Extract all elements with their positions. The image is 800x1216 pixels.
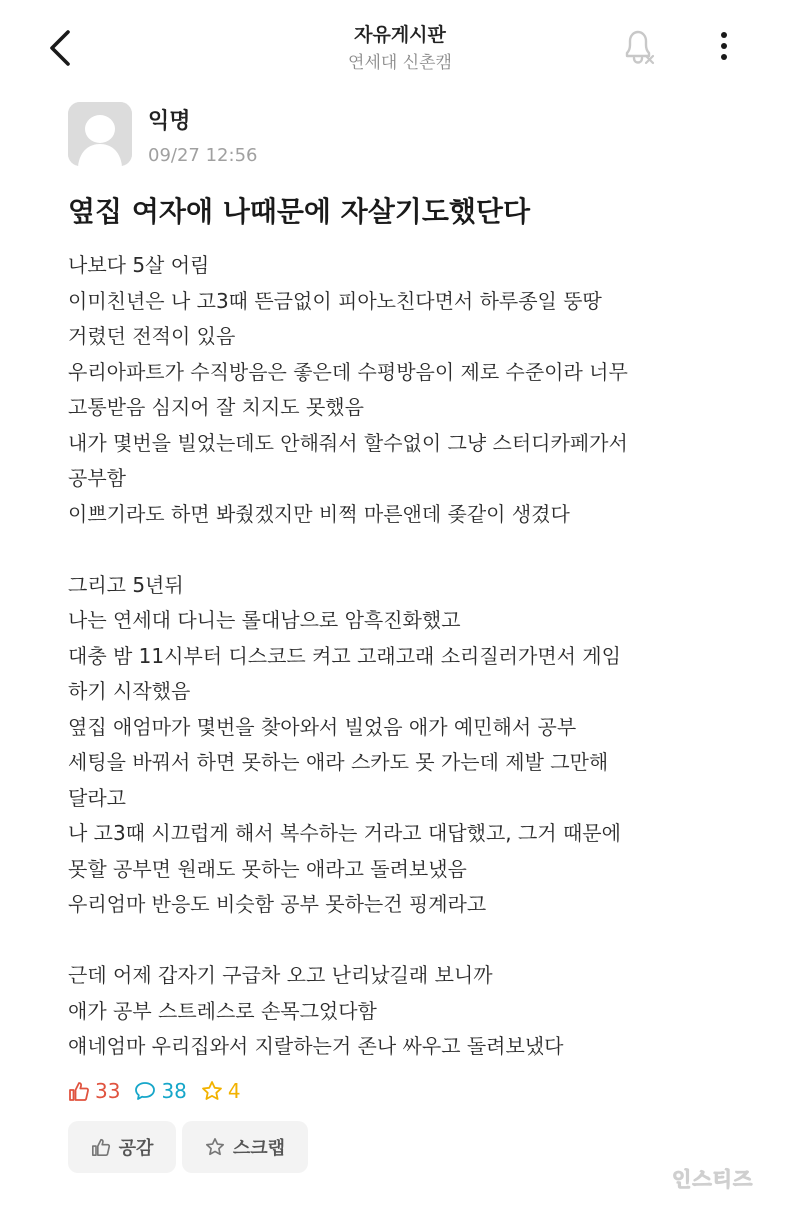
body-line: 거렸던 전적이 있음 [68, 324, 236, 348]
thumbs-up-icon [68, 1080, 90, 1102]
post-title: 옆집 여자애 나때문에 자살기도했단다 [68, 195, 531, 228]
body-line: 이미친년은 나 고3때 뜬금없이 피아노친다면서 하루종일 뚱땅 [68, 288, 602, 313]
body-line: 고통받음 심지어 잘 치지도 못했음 [68, 395, 364, 419]
top-app-bar [0, 0, 800, 92]
star-icon [201, 1080, 223, 1102]
like-button-label: 공감 [118, 1138, 154, 1159]
author-name: 익명 [148, 109, 191, 134]
post-body [68, 248, 778, 1065]
body-blank-line [68, 923, 778, 959]
body-line: 내가 몇번을 빌었는데도 안해줘서 할수없이 그냥 스터디카페가서 [68, 430, 628, 455]
scrap-button[interactable] [182, 1121, 308, 1173]
comment-count-value: 38 [161, 1079, 187, 1103]
thumbs-up-icon [91, 1137, 111, 1157]
body-line: 근데 어제 갑자기 구급차 오고 난리났길래 보니까 [68, 963, 493, 987]
scrap-count-value: 4 [227, 1079, 241, 1103]
watermark: 인스티즈 [672, 1167, 754, 1191]
like-count-value: 33 [95, 1079, 121, 1103]
comment-count [134, 1079, 186, 1103]
post-timestamp: 09/27 12:56 [148, 145, 258, 166]
body-line: 하기 시작했음 [68, 679, 191, 703]
post-stats [68, 1077, 255, 1105]
body-line: 못할 공부면 원래도 못하는 애라고 돌려보냈음 [68, 856, 467, 881]
author-avatar [68, 102, 132, 166]
body-line: 나는 연세대 다니는 롤대남으로 암흑진화했고 [68, 608, 461, 632]
default-profile-icon [68, 102, 132, 166]
body-line: 얘네엄마 우리집와서 지랄하는거 존나 싸우고 돌려보냈다 [68, 1034, 564, 1058]
body-line: 그리고 5년뒤 [68, 572, 184, 597]
body-line: 이쁘기라도 하면 봐줬겠지만 비쩍 마른앤데 좆같이 생겼다 [68, 501, 570, 526]
bell-off-icon [616, 24, 660, 68]
body-line: 우리아파트가 수직방음은 좋은데 수평방음이 제로 수준이라 너무 [68, 359, 628, 384]
like-button[interactable] [68, 1121, 176, 1173]
board-campus: 연세대 신촌캠 [348, 53, 452, 73]
body-line: 나보다 5살 어림 [68, 253, 210, 277]
more-options-button[interactable] [706, 24, 742, 68]
like-count [68, 1079, 120, 1103]
body-line: 공부함 [68, 466, 126, 490]
scrap-count [201, 1079, 241, 1103]
body-line: 나 고3때 시끄럽게 해서 복수하는 거라고 대답했고, 그거 때문에 [68, 821, 621, 845]
body-line: 대충 밤 11시부터 디스코드 켜고 고래고래 소리질러가면서 게임 [68, 643, 621, 668]
speech-bubble-icon [134, 1080, 156, 1102]
body-line: 달라고 [68, 785, 126, 810]
star-icon [205, 1137, 225, 1157]
more-vertical-icon [706, 24, 742, 68]
body-line: 옆집 애엄마가 몇번을 찾아와서 빌었음 애가 예민해서 공부 [68, 714, 577, 739]
body-blank-line [68, 532, 778, 568]
body-line: 세팅을 바꿔서 하면 못하는 애라 스카도 못 가는데 제발 그만해 [68, 750, 609, 774]
scrap-button-label: 스크랩 [232, 1138, 286, 1159]
body-line: 애가 공부 스트레스로 손목그었다함 [68, 998, 377, 1023]
body-line: 우리엄마 반응도 비슷함 공부 못하는건 핑계라고 [68, 892, 487, 916]
board-title: 자유게시판 [354, 24, 446, 46]
notification-toggle-button[interactable] [616, 24, 660, 68]
